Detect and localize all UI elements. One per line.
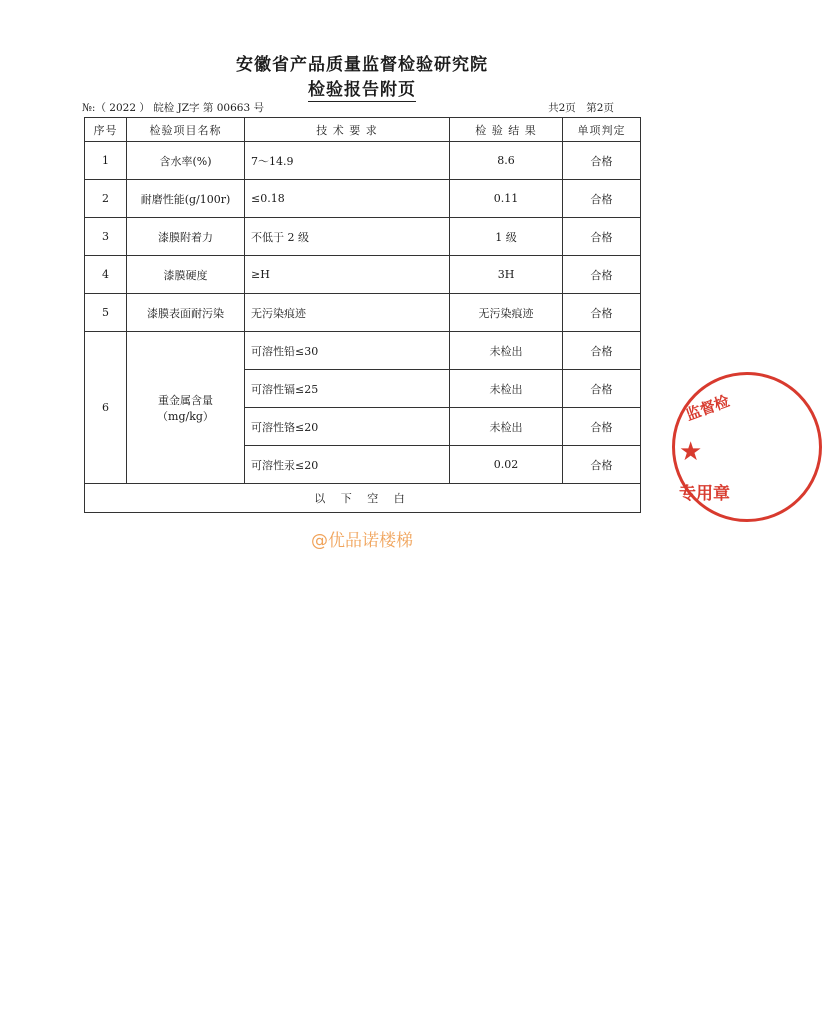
row-requirement: 不低于 2 级 (245, 218, 450, 256)
row-item (127, 332, 245, 484)
header-verdict: 单项判定 (563, 118, 641, 142)
row-no: 5 (85, 294, 127, 332)
table-row (85, 256, 641, 294)
row-item: 漆膜硬度 (127, 256, 245, 294)
official-seal (672, 372, 822, 522)
row-no: 6 (85, 332, 127, 484)
row-requirement: ≤0.18 (245, 180, 450, 218)
header-result: 检 验 结 果 (450, 118, 563, 142)
row-result: 3H (450, 256, 563, 294)
header-no: 序号 (85, 118, 127, 142)
seal-top-text: 监督检 (683, 391, 732, 425)
row-item: 漆膜附着力 (127, 218, 245, 256)
seal-star-icon: ★ (679, 437, 703, 467)
table-row (85, 332, 641, 370)
row-verdict: 合格 (563, 370, 641, 408)
row-result: 未检出 (450, 332, 563, 370)
row-no: 3 (85, 218, 127, 256)
row-no: 1 (85, 142, 127, 180)
row-item: 漆膜表面耐污染 (127, 294, 245, 332)
row-no: 4 (85, 256, 127, 294)
row-result: 0.02 (450, 446, 563, 484)
row-item: 耐磨性能(g/100r) (127, 180, 245, 218)
row-verdict: 合格 (563, 218, 641, 256)
watermark-text: @优品诺楼梯 (311, 531, 413, 551)
header-requirement: 技 术 要 求 (245, 118, 450, 142)
row-item: 含水率(%) (127, 142, 245, 180)
row-result: 8.6 (450, 142, 563, 180)
row-verdict: 合格 (563, 256, 641, 294)
table-header-row (85, 118, 641, 142)
row-verdict: 合格 (563, 332, 641, 370)
heavy-metal-label: 重金属含量 (158, 393, 213, 407)
table-row (85, 180, 641, 218)
row-requirement: 可溶性铬≤20 (245, 408, 450, 446)
row-requirement: ≥H (245, 256, 450, 294)
row-verdict: 合格 (563, 408, 641, 446)
row-verdict: 合格 (563, 142, 641, 180)
row-no: 2 (85, 180, 127, 218)
end-of-table-note: 以 下 空 白 (85, 484, 641, 513)
header-item: 检验项目名称 (127, 118, 245, 142)
row-verdict: 合格 (563, 446, 641, 484)
row-requirement: 可溶性汞≤20 (245, 446, 450, 484)
row-result: 0.11 (450, 180, 563, 218)
row-result: 1 级 (450, 218, 563, 256)
page-count: 共2页 第2页 (548, 102, 614, 114)
inspection-table (84, 117, 641, 513)
row-requirement: 7～14.9 (245, 142, 450, 180)
row-result: 无污染痕迹 (450, 294, 563, 332)
table-row (85, 218, 641, 256)
row-verdict: 合格 (563, 294, 641, 332)
row-requirement: 可溶性镉≤25 (245, 370, 450, 408)
row-result: 未检出 (450, 370, 563, 408)
report-number: №:（ 2022 ） 皖检 JZ字 第 00663 号 (82, 102, 264, 114)
table-row (85, 142, 641, 180)
row-result: 未检出 (450, 408, 563, 446)
row-requirement: 可溶性铅≤30 (245, 332, 450, 370)
seal-bottom-text: 专用章 (679, 484, 730, 504)
heavy-metal-unit: （mg/kg） (157, 409, 214, 423)
row-verdict: 合格 (563, 180, 641, 218)
report-title: 安徽省产品质量监督检验研究院 (236, 55, 488, 75)
report-subtitle: 检验报告附页 (308, 80, 416, 100)
table-footer-row (85, 484, 641, 513)
row-requirement: 无污染痕迹 (245, 294, 450, 332)
table-row (85, 294, 641, 332)
